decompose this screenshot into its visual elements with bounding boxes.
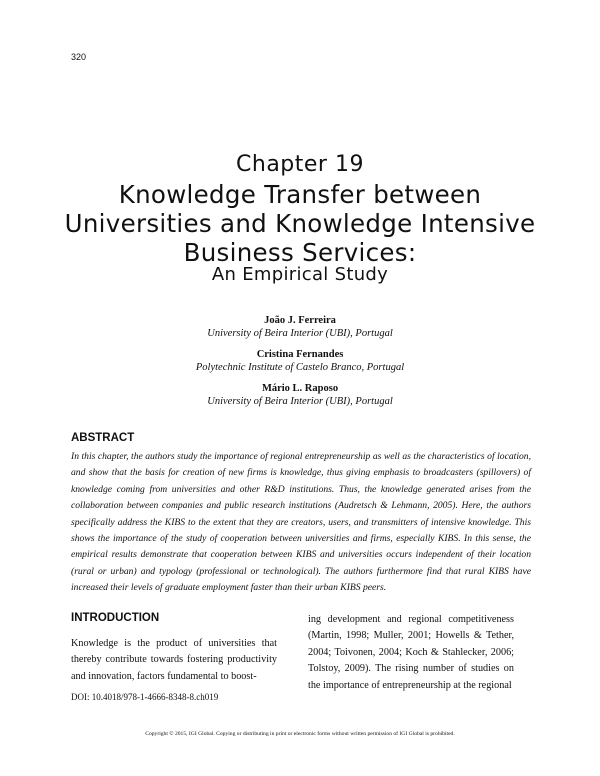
abstract-body: In this chapter, the authors study the importance of regional entrepreneurship as well as the characteristics of location, and show that the basis for creation of new firms is knowledge, thus giving emphasis to broadcasters (spillovers) of knowledge coming from universities and other R&D institutions. Thus, the knowledge generated arises from the collaboration between companies and public research institutions (Audretsch & Lehmann, 2005). Here, the authors specifically address the KIBS to the extent that they are creators, users, and transmitters of intensive knowledge. This shows the importance of the study of cooperation between universities and firms, especially KIBS. In this sense, the empirical results demonstrate that cooperation between KIBS and universities occurs independent of their location (rural or urban) and typology (professional or technological). The authors furthermore find that rural KIBS have increased their levels of graduate employment faster than their urban KIBS peers. [71,451,531,594]
left-column [71,612,277,685]
introduction-left-text: Knowledge is the product of universities that thereby contribute towards fostering productivity and innovation, factors fundamental to boost- [71,638,277,682]
copyright-notice: Copyright © 2015, IGI Global. Copying or distributing in print or electronic forms without written permission of IGI Global is prohibited. [145,731,455,737]
abstract-heading: ABSTRACT [71,432,135,444]
doi: DOI: 10.4018/978-1-4666-8348-8.ch019 [71,692,219,702]
introduction-right-text: ing development and regional competitiveness (Martin, 1998; Muller, 2001; Howells & Tether, 2004; Toivonen, 2004; Koch & Stahlecker, 2006; Tolstoy, 2009). The rising number of studies on the importance of entrepreneurship at the regional [308,614,514,691]
author-name: João J. Ferreira [264,315,336,326]
chapter-label: Chapter 19 [236,152,364,177]
author-name: Cristina Fernandes [256,349,344,360]
author-block [0,382,600,408]
author-block [0,348,600,374]
chapter-subtitle: An Empirical Study [211,264,389,285]
author-affiliation: Polytechnic Institute of Castelo Branco, Portugal [195,362,405,373]
author-affiliation: University of Beira Interior (UBI), Portugal [207,396,393,407]
author-name: Mário L. Raposo [261,383,339,394]
right-column [308,612,514,694]
page-number: 320 [71,52,87,62]
author-list [0,314,600,416]
chapter-title: Knowledge Transfer between Universities and Knowledge Intensive Business Services: [64,180,536,267]
introduction-heading: INTRODUCTION [71,612,160,624]
author-affiliation: University of Beira Interior (UBI), Portugal [207,328,393,339]
author-block [0,314,600,340]
